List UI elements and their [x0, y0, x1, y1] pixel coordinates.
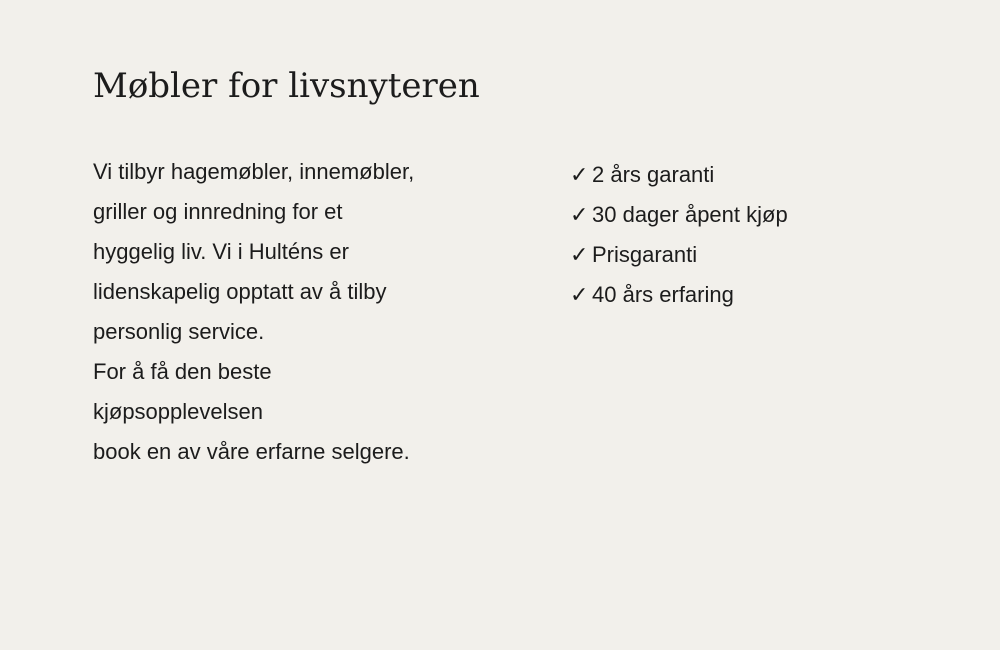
- checkmark-icon: ✓: [570, 282, 589, 307]
- feature-item-price-guarantee: [570, 235, 788, 275]
- description-line: lidenskapelig opptatt av å tilby: [93, 279, 387, 304]
- description-line: For å få den beste: [93, 359, 272, 384]
- feature-item-warranty: [570, 155, 788, 195]
- feature-label: 40 års erfaring: [592, 282, 734, 307]
- feature-item-open-purchase: [570, 195, 788, 235]
- feature-list: [570, 155, 788, 315]
- description-line: personlig service.: [93, 319, 265, 344]
- section-title: Møbler for livsnyteren: [93, 66, 480, 106]
- description-line: book en av våre erfarne selgere.: [93, 439, 410, 464]
- description-line: kjøpsopplevelsen: [93, 399, 263, 424]
- checkmark-icon: ✓: [570, 242, 589, 267]
- feature-label: 2 års garanti: [592, 162, 715, 187]
- feature-label: Prisgaranti: [592, 242, 698, 267]
- checkmark-icon: ✓: [570, 202, 589, 227]
- feature-label: 30 dager åpent kjøp: [592, 202, 788, 227]
- description-line: Vi tilbyr hagemøbler, innemøbler,: [93, 159, 415, 184]
- description-line: griller og innredning for et: [93, 199, 343, 224]
- description-text: [93, 152, 493, 472]
- feature-item-experience: [570, 275, 788, 315]
- checkmark-icon: ✓: [570, 162, 589, 187]
- description-line: hyggelig liv. Vi i Hulténs er: [93, 239, 349, 264]
